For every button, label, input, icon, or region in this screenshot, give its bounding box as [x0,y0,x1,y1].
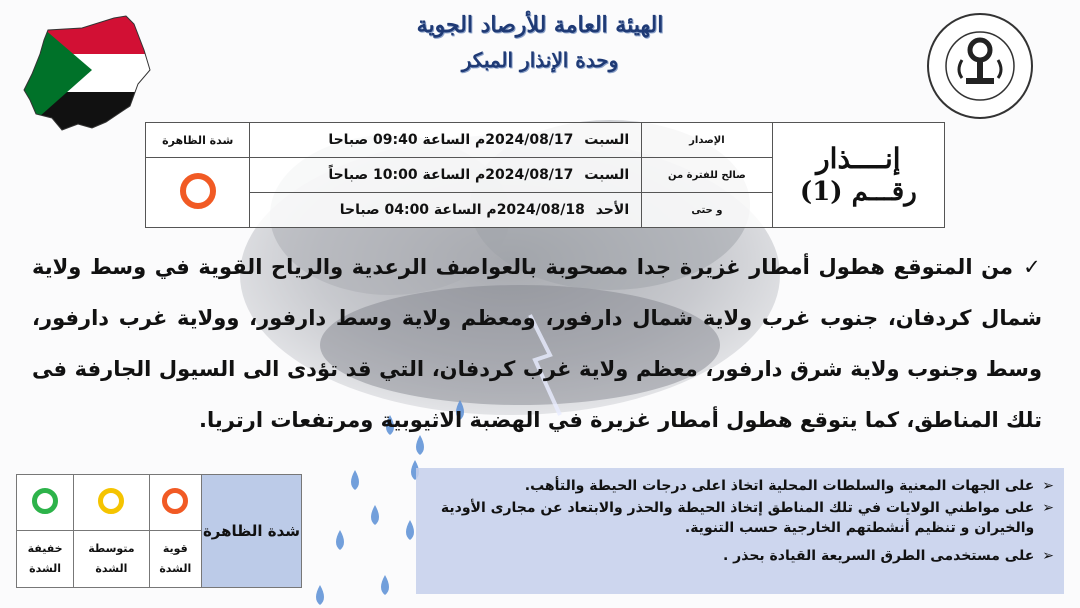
warning-info-table [145,122,945,228]
legend-light-line2: الشدة [29,562,62,575]
warning-title-line1: إنــــذار [816,142,901,176]
legend-strong-line1: قوية [162,542,188,555]
check-icon: ✓ [1023,255,1042,279]
legend-ring-medium [74,475,149,531]
until-label: و حتى [642,193,773,228]
warning-number: رقـــم (1) [799,177,917,208]
issue-day: السبت [584,132,630,148]
action-text-2: على مواطني الولايات في تلك المناطق إتخاذ الحيطة والحذر والابتعاد عن مجارى الأودية والخيران و تنظيم أنشطتهم الخارجية حسب التنوية. [440,500,1035,536]
legend-label-light [17,531,74,588]
valid-from-datetime [250,158,642,193]
arrow-icon: ➢ [1042,548,1054,564]
medium-ring-icon [98,488,124,514]
header [300,12,780,72]
action-text-3: على مستخدمى الطرق السريعة القيادة بحذر . [722,548,1035,564]
light-ring-icon [32,488,58,514]
authority-name: الهيئة العامة للأرصاد الجوية [416,12,664,38]
legend-label-strong [149,531,201,588]
sudan-flag-map [22,10,152,132]
recommended-actions [416,468,1064,594]
valid-from-day: السبت [584,167,630,183]
strong-ring-icon [162,488,188,514]
authority-logo [924,12,1036,120]
action-text-1: على الجهات المعنية والسلطات المحلية اتخاذ اعلى درجات الحيطة والتأهب. [524,478,1035,494]
valid-from-time: 2024/08/17م الساعة 10:00 صباحاً [328,167,574,183]
arrow-icon: ➢ [1042,478,1054,494]
legend-medium-line2: الشدة [95,562,128,575]
action-item [426,476,1054,496]
legend-medium-line1: متوسطة [88,542,135,555]
legend-ring-light [17,475,74,531]
issue-datetime [250,123,642,158]
severity-indicator [146,158,250,228]
action-item [426,498,1054,538]
legend-label-medium [74,531,149,588]
legend-light-line1: خفيفة [27,542,63,555]
forecast-paragraph: من المتوقع هطول أمطار غزيرة جدا مصحوبة بالعواصف الرعدية والرياح القوية في وسط ولاية شمال كردفان، جنوب غرب ولاية شمال دارفور، ومعظم ولاية وسط دارفور، وولاية غرب دارفور، وسط وجنوب ولاية شرق دارفور، معظم ولاية غرب كردفان، التي قد تؤدى الى السيول الجارفة فى تلك المناطق، كما يتوقع هطول أمطار غزيرة في الهضبة الاثيوبية ومرتفعات ارتريا. [32,255,1042,432]
warning-title [772,123,944,228]
severity-ring-icon [180,173,216,209]
issue-time: 2024/08/17م الساعة 09:40 صباحا [328,132,574,148]
valid-until-day: الأحد [595,202,630,218]
unit-name: وحدة الإنذار المبكر [461,48,619,72]
forecast-text [32,242,1042,446]
valid-from-label: صالح للفترة من [642,158,773,193]
arrow-icon: ➢ [1042,500,1054,516]
valid-until-datetime [250,193,642,228]
legend-strong-line2: الشدة [159,562,192,575]
severity-header: شدة الظاهرة [146,123,250,158]
issue-label: الإصدار [642,123,773,158]
legend-ring-strong [149,475,201,531]
severity-legend [16,474,302,588]
legend-title: شدة الظاهرة [202,475,302,588]
valid-until-time: 2024/08/18م الساعة 04:00 صباحا [339,202,585,218]
action-item [426,546,1054,566]
